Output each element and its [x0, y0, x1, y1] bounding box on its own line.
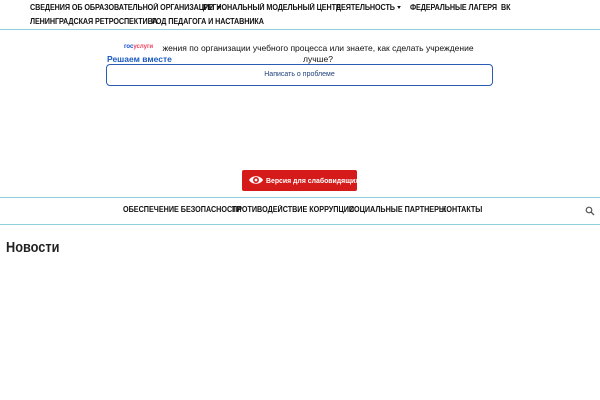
nav-item-social-partners[interactable]: СОЦИАЛЬНЫЕ ПАРТНЕРЫ	[349, 205, 446, 214]
divider	[0, 224, 600, 225]
page-title: Новости	[6, 239, 60, 257]
gosuslugi-logo: госуслуги	[124, 44, 154, 50]
nav-item-label: ВК	[501, 3, 511, 12]
nav-item-label: ФЕДЕРАЛЬНЫЕ ЛАГЕРЯ	[410, 3, 497, 12]
secondary-navigation	[0, 198, 600, 224]
nav-item-regional-center[interactable]	[203, 3, 341, 12]
nav-item-vk[interactable]	[501, 3, 510, 12]
gosuslugi-brand: Решаем вместе	[107, 54, 172, 64]
nav-item-activity[interactable]	[336, 3, 401, 12]
write-problem-button[interactable]: Написать о проблеме	[106, 64, 493, 86]
nav-item-federal-camps[interactable]	[410, 3, 497, 12]
nav-item-leningrad-retrospective[interactable]	[30, 17, 157, 26]
gosuslugi-description: жения по организации учебного процесса или знаете, как сделать учреждение лучше?	[162, 43, 474, 64]
top-navigation	[0, 0, 600, 29]
nav-item-organization-info[interactable]	[30, 3, 220, 12]
nav-item-label: ГОД ПЕДАГОГА И НАСТАВНИКА	[152, 17, 264, 26]
search-icon[interactable]	[585, 206, 595, 216]
accessibility-version-button[interactable]	[242, 170, 360, 191]
eye-icon	[248, 174, 264, 186]
divider	[0, 29, 600, 30]
chevron-down-icon	[398, 6, 402, 9]
nav-item-label: ДЕЯТЕЛЬНОСТЬ	[336, 3, 395, 12]
nav-item-anticorruption[interactable]: ПРОТИВОДЕЙСТВИЕ КОРРУПЦИИ	[232, 205, 355, 214]
nav-item-contacts[interactable]: КОНТАКТЫ	[442, 205, 483, 214]
nav-item-label: РЕГИОНАЛЬНЫЙ МОДЕЛЬНЫЙ ЦЕНТР	[203, 3, 341, 12]
nav-item-security[interactable]: ОБЕСПЕЧЕНИЕ БЕЗОПАСНОСТИ	[123, 205, 242, 214]
nav-item-label: СВЕДЕНИЯ ОБ ОБРАЗОВАТЕЛЬНОЙ ОРГАНИЗАЦИИ	[30, 3, 215, 12]
nav-item-label: ЛЕНИНГРАДСКАЯ РЕТРОСПЕКТИВА	[30, 17, 158, 26]
nav-item-teacher-year[interactable]	[152, 17, 264, 26]
accessibility-version-label: Версия для слабовидящих	[266, 176, 360, 185]
